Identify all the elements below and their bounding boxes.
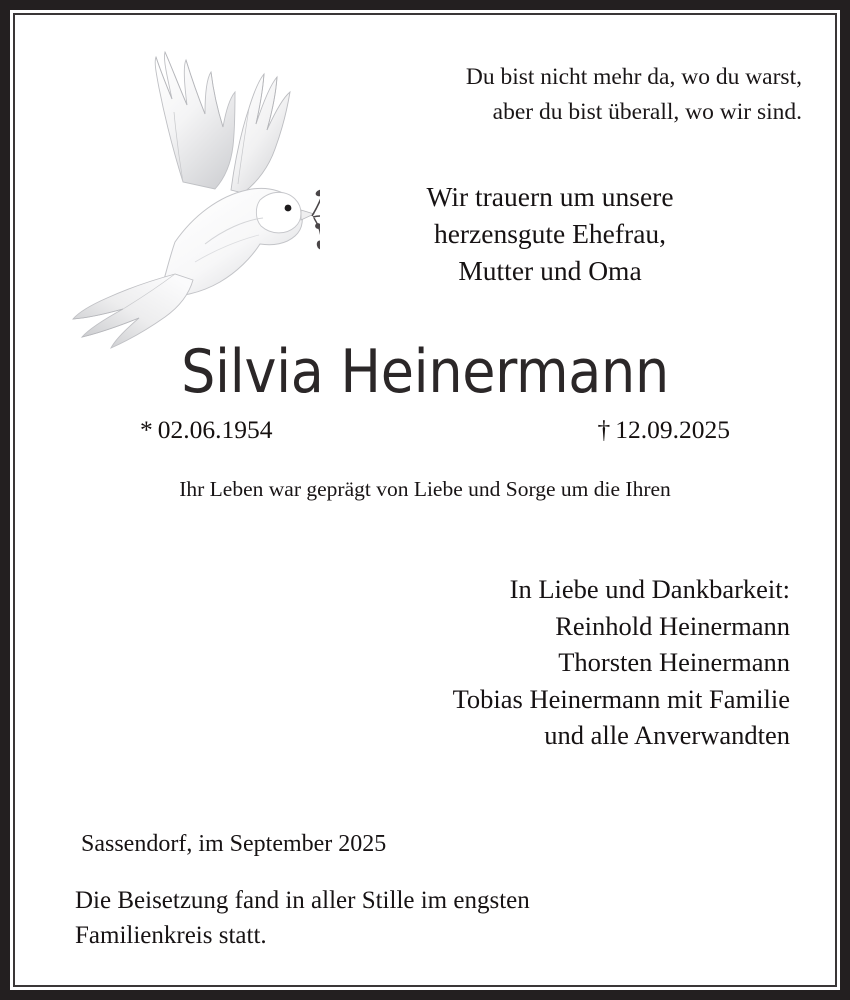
survivor-name: Tobias Heinermann mit Familie <box>452 683 790 714</box>
life-dates <box>140 414 730 446</box>
memorial-line: Ihr Leben war geprägt von Liebe und Sorge um die Ihren <box>179 477 671 501</box>
notice-canvas <box>10 10 840 990</box>
dove-illustration <box>55 30 320 360</box>
death-date-value: 12.09.2025 <box>615 415 730 444</box>
death-date <box>598 414 731 446</box>
death-cross-icon: † <box>597 415 611 444</box>
dove-tail <box>73 274 193 348</box>
epigraph <box>310 60 802 130</box>
place-and-date: Sassendorf, im September 2025 <box>81 831 387 857</box>
dove-eye <box>285 205 292 212</box>
birth-date-value: 02.06.1954 <box>157 415 273 444</box>
survivor-name: Thorsten Heinermann <box>558 647 790 677</box>
mourning-intro-line-1: Wir trauern um unsere <box>426 181 674 212</box>
burial-notice-line-1: Die Beisetzung fand in aller Stille im engsten <box>75 887 530 914</box>
epigraph-line-1: Du bist nicht mehr da, wo du warst, <box>465 64 802 90</box>
mourning-intro <box>310 178 790 289</box>
dove-wing-far <box>155 52 235 189</box>
epigraph-line-2: aber du bist überall, wo wir sind. <box>492 99 802 125</box>
survivors-heading: In Liebe und Dankbarkeit: <box>509 574 790 604</box>
burial-notice <box>75 883 775 953</box>
burial-notice-line-2: Familienkreis statt. <box>75 922 267 949</box>
mourning-intro-line-2: herzensgute Ehefrau, <box>433 218 667 249</box>
survivor-name: Reinhold Heinermann <box>555 610 790 641</box>
survivor-name: und alle Anverwandten <box>544 720 790 750</box>
birth-date <box>140 414 273 446</box>
dove-wing-near <box>231 74 290 193</box>
mourning-intro-line-3: Mutter und Oma <box>458 255 642 286</box>
survivors-block <box>270 571 790 754</box>
birth-star-icon: * <box>140 415 153 444</box>
deceased-name: Silvia Heinermann <box>181 337 669 407</box>
